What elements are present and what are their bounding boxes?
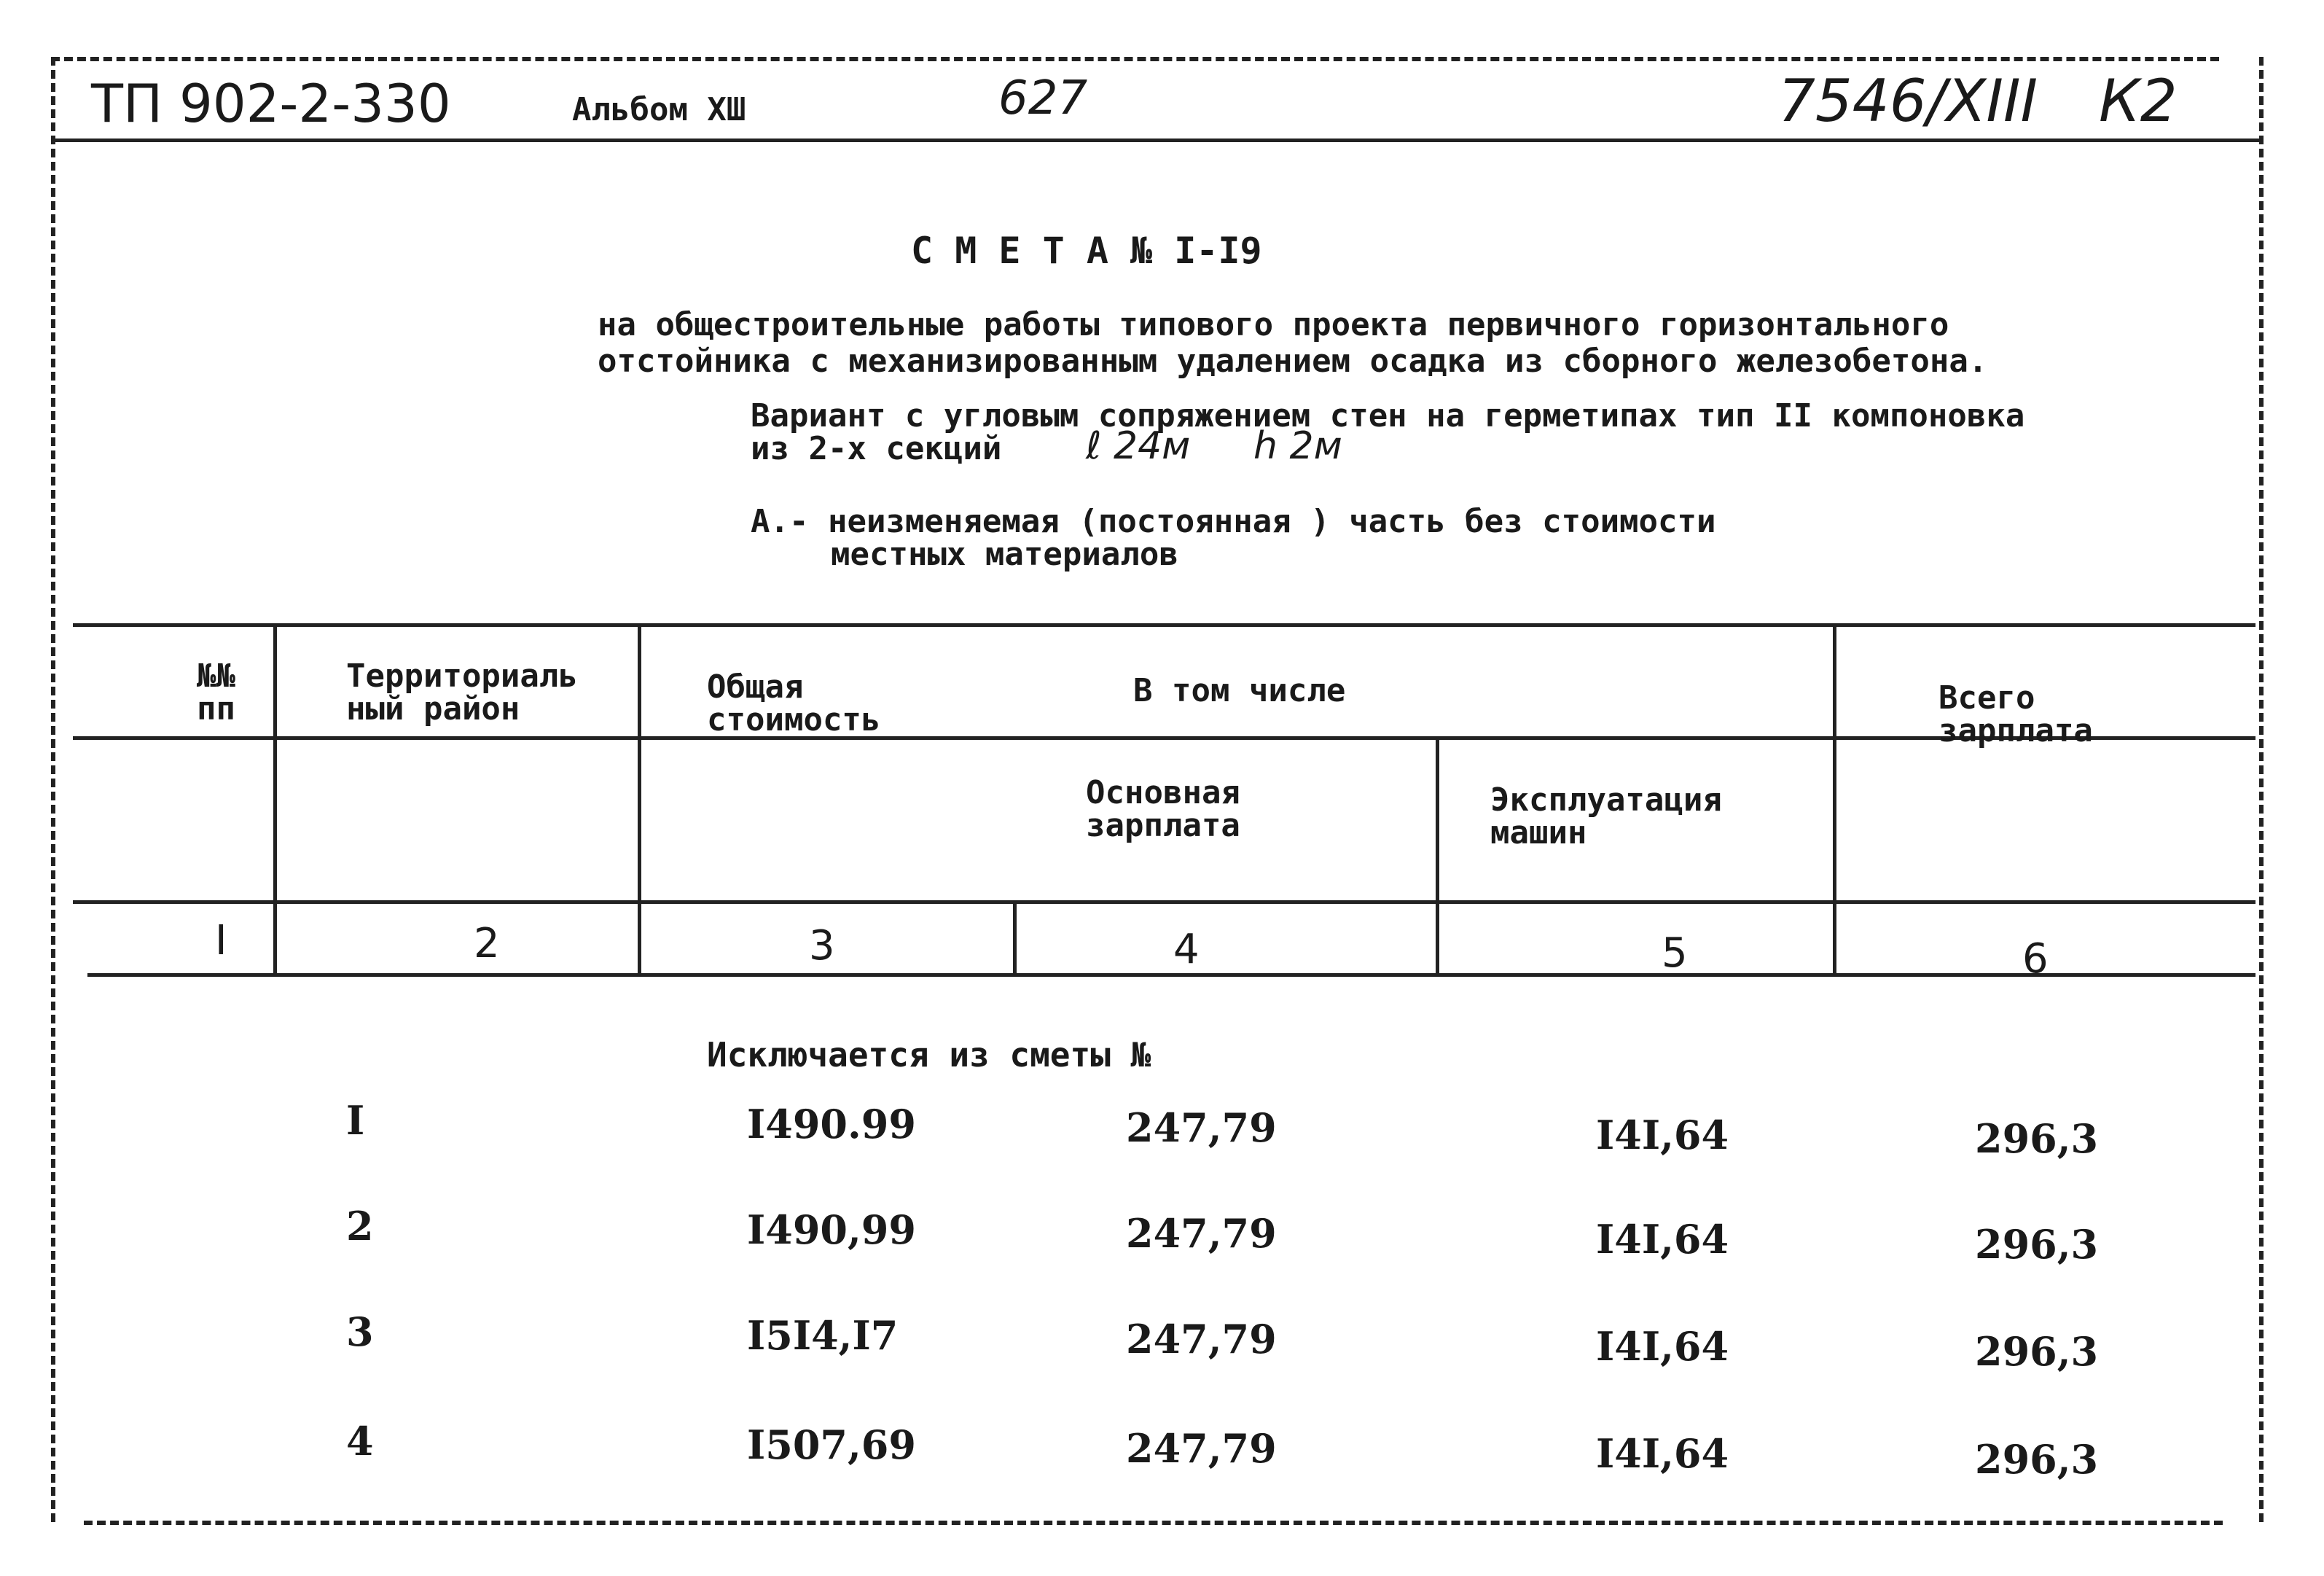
table-header-divider [73, 736, 2255, 740]
project-code: ТП 902-2-330 [91, 73, 451, 134]
cell-machines: I4I,64 [1596, 1216, 1729, 1263]
description-line-2: отстойника с механизированным удалением осадка из сборного железобетона. [598, 343, 1988, 380]
cell-machines: I4I,64 [1596, 1323, 1729, 1370]
cell-district: 3 [346, 1308, 374, 1355]
cell-total-cost: I507,69 [747, 1421, 916, 1468]
column-number: I [215, 917, 227, 964]
column-number: 4 [1173, 926, 1200, 973]
sheet-code: К2 [2099, 67, 2178, 135]
header-machines-line-1: Эксплуатация [1490, 781, 1722, 819]
cell-district: I [346, 1097, 365, 1144]
cell-machines: I4I,64 [1596, 1112, 1729, 1158]
cell-district: 4 [346, 1418, 374, 1464]
cell-total-cost: I490.99 [747, 1101, 916, 1147]
col-divider-1 [273, 623, 277, 973]
column-number: 5 [1662, 929, 1688, 977]
col-divider-5 [1833, 623, 1836, 973]
col-divider-3 [1013, 900, 1017, 973]
header-district-line-1: Территориаль [346, 658, 578, 695]
cell-base-salary: 247,79 [1126, 1316, 1277, 1362]
header-base-salary-line-1: Основная [1086, 774, 1240, 811]
doc-code: 7546/XIII [1778, 67, 2038, 135]
exclusion-note: Исключается из сметы № [707, 1035, 1151, 1074]
section-line-2: местных материалов [831, 536, 1178, 573]
page-number: 627 [998, 71, 1088, 125]
cell-total-salary: 296,3 [1975, 1436, 2099, 1483]
header-group-including: В том числе [1133, 672, 1346, 709]
table-numbers-divider [87, 973, 2255, 977]
cell-base-salary: 247,79 [1126, 1104, 1277, 1151]
cell-district: 2 [346, 1203, 374, 1249]
cell-base-salary: 247,79 [1126, 1210, 1277, 1257]
section-line-1: А.- неизменяемая (постоянная ) часть без стоимости [751, 503, 1716, 540]
header-total-cost-line-2: стоимость [707, 701, 881, 738]
header-machines-line-2: машин [1490, 814, 1587, 851]
frame-top-border [51, 57, 2219, 61]
header-total-cost-line-1: Общая [707, 668, 804, 706]
cell-base-salary: 247,79 [1126, 1425, 1277, 1472]
description-line-1: на общестроительные работы типового проекта первичного горизонтального [598, 306, 1949, 343]
cell-total-salary: 296,3 [1975, 1221, 2099, 1268]
frame-bottom-border [84, 1521, 2223, 1525]
param-length: ℓ 24м [1086, 424, 1191, 468]
table-top-line [73, 623, 2255, 627]
col-divider-2 [638, 623, 641, 973]
variant-line-1: Вариант с угловым сопряжением стен на герметипах тип II компоновка [751, 397, 2025, 434]
frame-right-border [2259, 57, 2264, 1522]
cell-total-cost: I490,99 [747, 1206, 916, 1253]
header-district-line-2: ный район [346, 690, 520, 727]
header-separator [51, 139, 2259, 142]
cell-machines: I4I,64 [1596, 1430, 1729, 1477]
cell-total-cost: I5I4,I7 [747, 1312, 899, 1359]
col-divider-4 [1436, 736, 1439, 973]
header-base-salary-line-2: зарплата [1086, 807, 1240, 844]
column-number: 2 [474, 920, 500, 967]
variant-line-2: из 2-х секций [751, 430, 1002, 467]
header-number-line-1: №№ [197, 658, 235, 695]
header-number-line-2: пп [197, 690, 235, 727]
table-subheader-divider [73, 900, 2255, 904]
cell-total-salary: 296,3 [1975, 1115, 2099, 1162]
document-title: С М Е Т А № I-I9 [911, 230, 1262, 272]
album-label: Альбом XШ [572, 91, 746, 128]
header-total-salary-line-1: Всего [1938, 679, 2035, 717]
frame-left-border [51, 57, 55, 1522]
column-number: 6 [2022, 935, 2049, 983]
column-number: 3 [809, 922, 835, 970]
param-height: h 2м [1253, 424, 1342, 468]
cell-total-salary: 296,3 [1975, 1328, 2099, 1375]
header-total-salary-line-2: зарплата [1938, 712, 2093, 749]
